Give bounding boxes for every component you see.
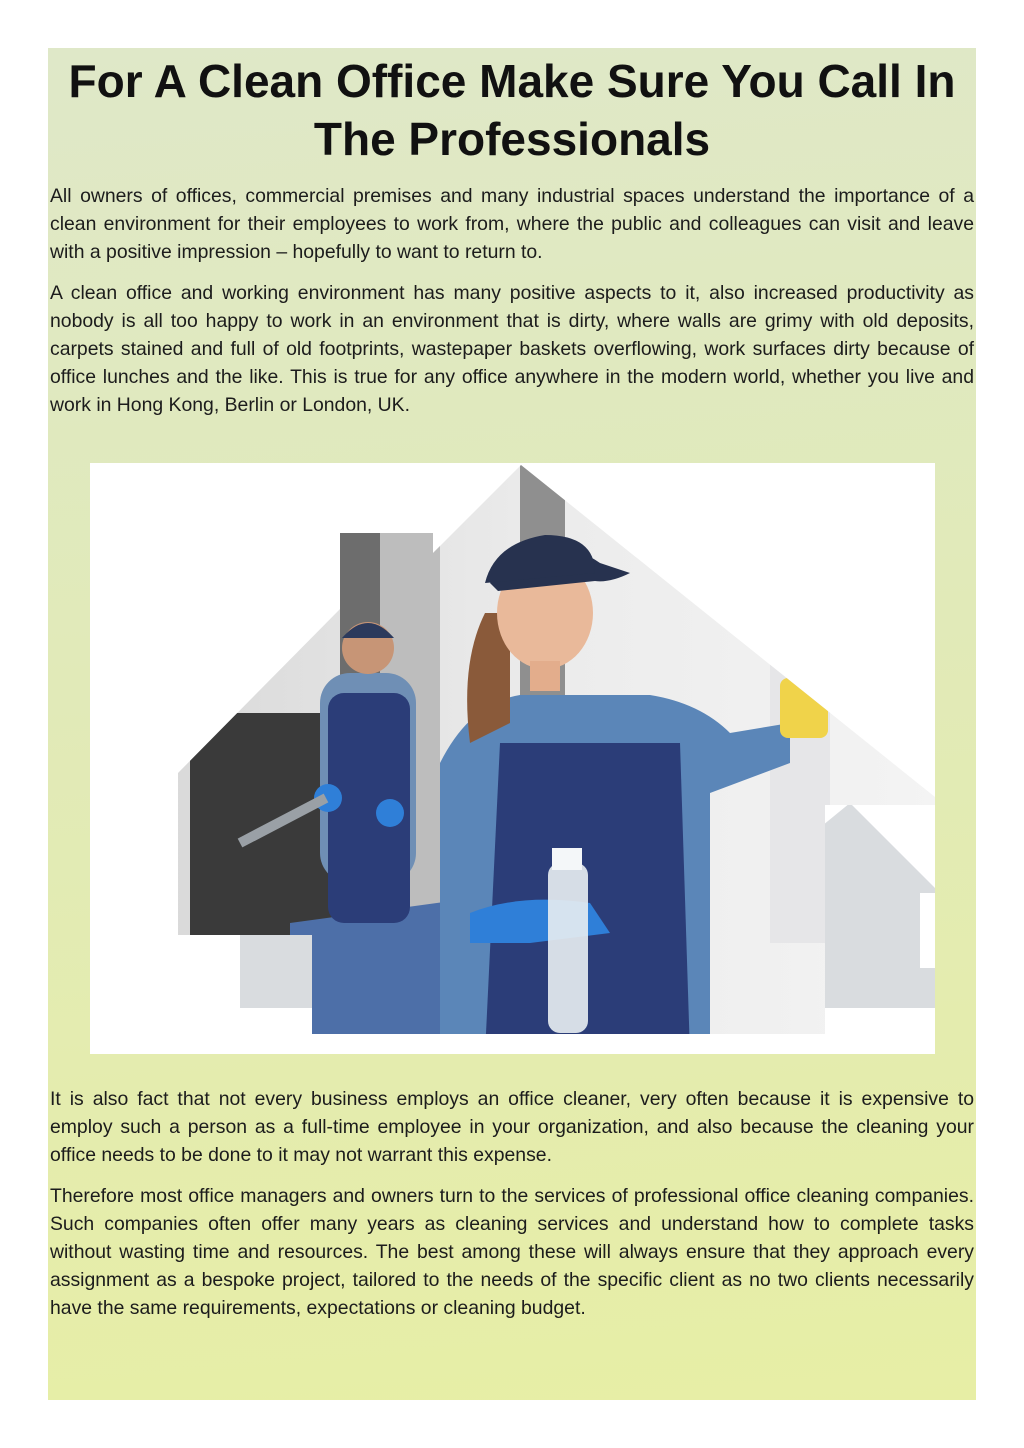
article-page (48, 48, 976, 1400)
paragraph-no-cleaner: It is also fact that not every business employs an office cleaner, very often because it is expensive to employ such a person as a full-time employee in your organization, and also because the cleaning your office needs to be done to it may not warrant this expense. (50, 1088, 974, 1166)
paragraph-intro: All owners of offices, commercial premises and many industrial spaces understand the importance of a clean environment for their employees to work from, where the public and colleagues can visit and leave with a positive impression – hopefully to want to return to. (50, 185, 974, 263)
article-title: For A Clean Office Make Sure You Call In The Professionals (68, 55, 956, 165)
house-photo-illustration (90, 463, 935, 1054)
cleaners-house-photo (90, 463, 935, 1054)
paragraph-professional-services: Therefore most office managers and owners turn to the services of professional office cleaning companies. Such companies often offer many years as cleaning services and understand how to complete tasks without wasting time and resources. The best among these will always ensure that they approach every assignment as a bespoke project, tailored to the needs of the specific client as no two clients necessarily have the same requirements, expectations or cleaning budget. (50, 1185, 974, 1319)
paragraph-benefits: A clean office and working environment has many positive aspects to it, also increased productivity as nobody is all too happy to work in an environment that is dirty, where walls are grimy with old deposits, carpets stained and full of old footprints, wastepaper baskets overflowing, work surfaces dirty because of office lunches and the like. This is true for any office anywhere in the modern world, whether you live and work in Hong Kong, Berlin or London, UK. (50, 282, 974, 416)
